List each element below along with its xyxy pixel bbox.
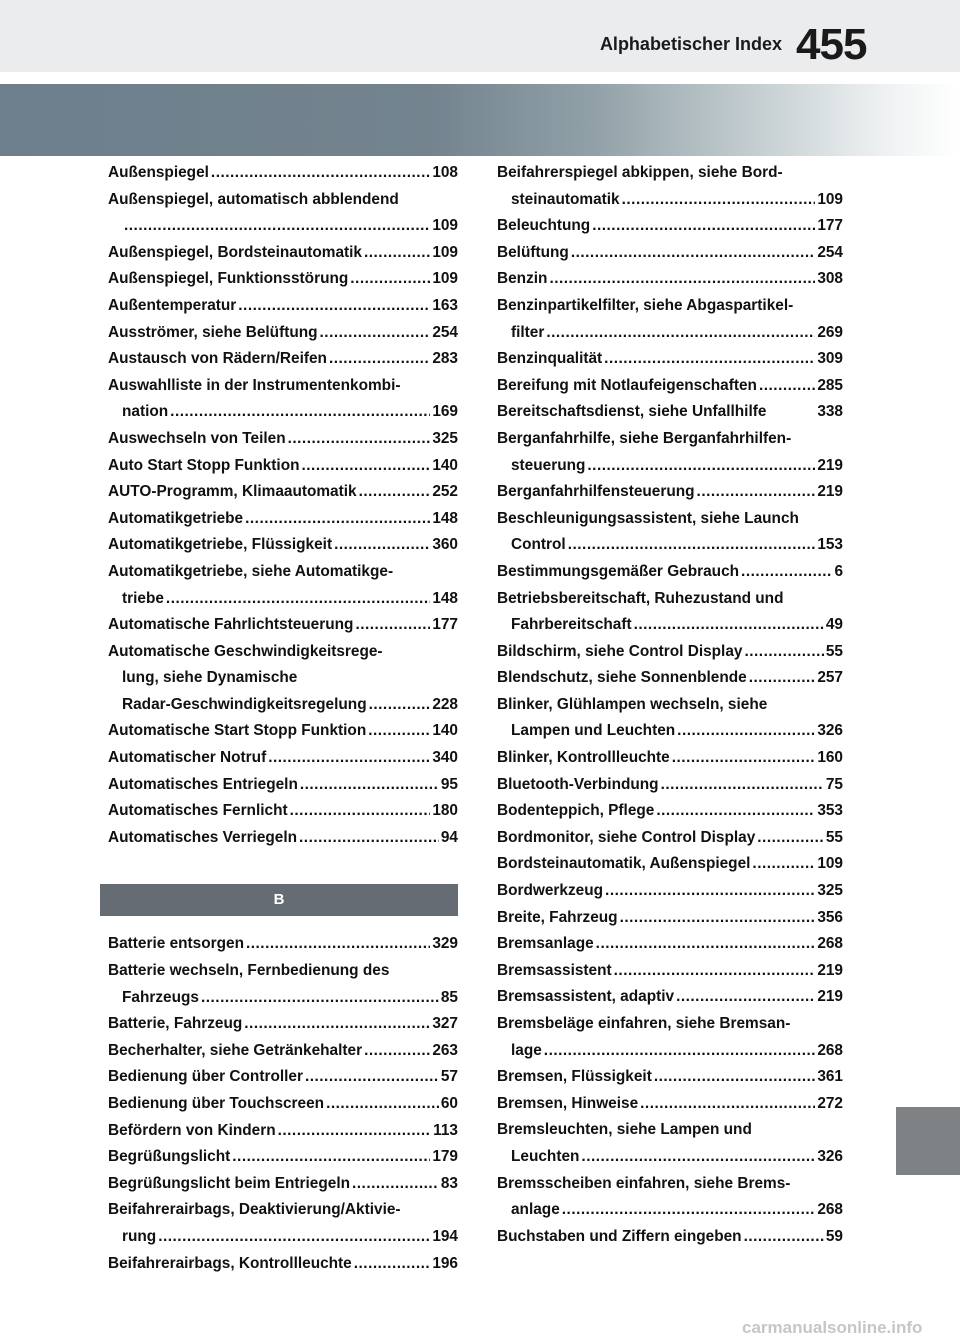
index-entry: [497, 1144, 843, 1171]
index-entry: Beifahrerspiegel abkippen, siehe Bord-: [497, 164, 783, 181]
entry-page-number: 179: [432, 1148, 458, 1166]
entry-term: Bereitschaftsdienst, siehe Unfallhilfe: [497, 403, 767, 421]
index-entry: [108, 506, 458, 533]
entry-term: Batterie, Fahrzeug: [108, 1015, 243, 1033]
index-entry: Automatikgetriebe, siehe Automatikge-: [108, 562, 394, 580]
index-entry: [497, 1091, 843, 1118]
index-entry: [497, 373, 843, 400]
entry-term: Blinker, Kontrollleuchte: [497, 749, 670, 767]
dot-leader: [350, 266, 430, 293]
dot-leader: [697, 479, 816, 506]
entry-term: Bereifung mit Notlaufeigenschaften: [497, 376, 757, 394]
index-entry: Benzinpartikelfilter, siehe Abgaspartikel-: [497, 296, 794, 314]
index-entry: [108, 931, 458, 958]
entry-page-number: 194: [432, 1227, 458, 1245]
entry-page-number: 148: [432, 589, 458, 607]
dot-leader: [238, 293, 430, 320]
index-entry: [497, 559, 843, 586]
entry-term: Außenspiegel, Funktionsstörung: [108, 270, 349, 288]
entry-term: lage: [511, 1041, 542, 1059]
index-entry: [497, 479, 843, 506]
dot-leader: [232, 1144, 430, 1171]
entry-page-number: 109: [432, 217, 458, 235]
entry-page-number: 338: [817, 403, 843, 421]
dot-leader: [562, 1197, 816, 1224]
entry-page-number: 285: [817, 376, 843, 394]
index-entry: [497, 639, 843, 666]
dot-leader: [544, 1038, 816, 1065]
index-entry: [497, 958, 843, 985]
entry-term: rung: [122, 1227, 157, 1245]
index-entry: [108, 1251, 458, 1278]
index-entry: [108, 692, 458, 719]
entry-page-number: 327: [432, 1015, 458, 1033]
entry-term: Blendschutz, siehe Sonnenblende: [497, 669, 747, 687]
index-entry: [497, 984, 843, 1011]
dot-leader: [581, 1144, 815, 1171]
entry-page-number: 228: [432, 695, 458, 713]
dot-leader: [329, 346, 430, 373]
index-entry: Auswahlliste in der Instrumentenkombi-: [108, 376, 401, 394]
dot-leader: [170, 399, 430, 426]
entry-page-number: 219: [817, 988, 843, 1006]
entry-page-number: 219: [817, 961, 843, 979]
index-entry: [497, 213, 843, 240]
entry-term: Belüftung: [497, 243, 569, 261]
index-entry: [108, 745, 458, 772]
entry-term: Benzinqualität: [497, 350, 603, 368]
entry-term: filter: [511, 323, 545, 341]
entry-term: Automatische Start Stopp Funktion: [108, 722, 367, 740]
dot-leader: [744, 639, 823, 666]
index-entry: [108, 985, 458, 1012]
entry-term: Fahrbereitschaft: [511, 616, 632, 634]
index-entry: [108, 399, 458, 426]
dot-leader: [741, 559, 832, 586]
index-entry: [108, 1171, 458, 1198]
entry-term: Control: [511, 536, 566, 554]
page-number: 455: [796, 20, 867, 69]
index-entry: [108, 453, 458, 480]
entry-page-number: 57: [440, 1068, 458, 1086]
entry-page-number: 108: [432, 164, 458, 181]
entry-term: Außentemperatur: [108, 296, 237, 314]
dot-leader: [752, 851, 815, 878]
entry-page-number: 269: [817, 323, 843, 341]
index-entry: [497, 240, 843, 267]
dot-leader: [661, 772, 824, 799]
entry-term: Beleuchtung: [497, 217, 591, 235]
dot-leader: [676, 984, 815, 1011]
entry-page-number: 153: [817, 536, 843, 554]
entry-term: Automatikgetriebe: [108, 509, 244, 527]
entry-page-number: 49: [825, 616, 843, 634]
entry-term: Automatischer Notruf: [108, 749, 267, 767]
dot-leader: [166, 586, 430, 613]
index-list-right: [497, 160, 843, 1250]
watermark: carmanualsonline.info: [742, 1318, 923, 1337]
index-entry: Automatische Geschwindigkeitsrege-: [108, 642, 383, 660]
dot-leader: [620, 905, 816, 932]
entry-page-number: 109: [432, 243, 458, 261]
dot-leader: [604, 346, 815, 373]
entry-term: AUTO-Programm, Klimaautomatik: [108, 483, 357, 501]
dot-leader: [605, 878, 815, 905]
dot-leader: [355, 612, 430, 639]
entry-term: Bremsassistent: [497, 961, 612, 979]
entry-page-number: 109: [817, 855, 843, 873]
entry-term: Auswechseln von Teilen: [108, 429, 286, 447]
entry-page-number: 329: [432, 935, 458, 953]
index-entry: Bremsleuchten, siehe Lampen und: [497, 1121, 752, 1139]
entry-term: Automatisches Fernlicht: [108, 802, 288, 820]
entry-page-number: 160: [817, 749, 843, 767]
entry-page-number: 257: [817, 669, 843, 687]
index-entry: [108, 1224, 458, 1251]
entry-term: Bodenteppich, Pflege: [497, 802, 655, 820]
index-entry: Betriebsbereitschaft, Ruhezustand und: [497, 589, 784, 607]
index-entry: [108, 772, 458, 799]
entry-term: Bordwerkzeug: [497, 882, 604, 900]
entry-term: Bedienung über Touchscreen: [108, 1095, 325, 1112]
index-entry: [108, 1091, 458, 1118]
dot-leader: [654, 1064, 815, 1091]
entry-page-number: 283: [432, 350, 458, 368]
entry-term: Bestimmungsgemäßer Gebrauch: [497, 562, 740, 580]
index-list-a: [108, 160, 458, 851]
dot-leader: [622, 187, 816, 214]
index-entry: [497, 1064, 843, 1091]
letter-divider-b: B: [100, 884, 458, 916]
dot-leader: [211, 160, 430, 187]
dot-leader: [759, 373, 815, 400]
entry-page-number: 113: [433, 1121, 458, 1139]
dot-leader: [290, 798, 431, 825]
dot-leader: [757, 825, 824, 852]
dot-leader: [278, 1118, 432, 1145]
entry-term: Austausch von Rädern/Reifen: [108, 350, 327, 368]
entry-term: Bremsassistent, adaptiv: [497, 988, 675, 1006]
index-entry: Blinker, Glühlampen wechseln, siehe: [497, 695, 768, 713]
dot-leader: [672, 745, 816, 772]
entry-page-number: 360: [432, 536, 458, 554]
dot-leader: [245, 506, 430, 533]
index-entry: [497, 1197, 843, 1224]
dot-leader: [614, 958, 816, 985]
index-entry: [497, 665, 843, 692]
entry-page-number: 109: [817, 190, 843, 208]
entry-page-number: 169: [432, 403, 458, 421]
entry-page-number: 326: [817, 722, 843, 740]
dot-leader: [592, 213, 815, 240]
dot-leader: [364, 240, 430, 267]
entry-page-number: 361: [817, 1068, 843, 1086]
entry-page-number: 59: [825, 1227, 843, 1245]
index-entry: [497, 612, 843, 639]
entry-page-number: 140: [432, 456, 458, 474]
dot-leader: [300, 772, 439, 799]
entry-page-number: 196: [432, 1254, 458, 1272]
index-entry: [497, 320, 843, 347]
index-entry: [108, 346, 458, 373]
entry-page-number: 268: [817, 1041, 843, 1059]
index-entry: [497, 772, 843, 799]
entry-term: Becherhalter, siehe Getränkehalter: [108, 1041, 363, 1059]
entry-page-number: 252: [432, 483, 458, 501]
entry-page-number: 325: [432, 429, 458, 447]
index-entry: lung, siehe Dynamische: [122, 669, 298, 687]
index-entry: [108, 532, 458, 559]
entry-term: Lampen und Leuchten: [511, 722, 676, 740]
entry-page-number: 268: [817, 935, 843, 953]
dot-leader: [268, 745, 430, 772]
index-entry: [497, 187, 843, 214]
index-entry: Batterie wechseln, Fernbedienung des: [108, 962, 390, 980]
entry-page-number: 6: [834, 562, 843, 580]
index-entry: Außenspiegel, automatisch abblendend: [108, 190, 399, 208]
index-entry: [108, 320, 458, 347]
index-entry: [497, 798, 843, 825]
dot-leader: [546, 320, 815, 347]
index-entry: [497, 453, 843, 480]
dot-leader: [744, 1224, 824, 1251]
index-entry: [108, 1144, 458, 1171]
entry-page-number: 254: [817, 243, 843, 261]
entry-page-number: 95: [440, 775, 458, 793]
entry-term: Befördern von Kindern: [108, 1121, 276, 1139]
index-entry: [497, 878, 843, 905]
entry-page-number: 325: [817, 882, 843, 900]
entry-term: Bordsteinautomatik, Außenspiegel: [497, 855, 751, 873]
entry-term: Bedienung über Controller: [108, 1068, 303, 1086]
entry-term: Begrüßungslicht beim Entriegeln: [108, 1174, 350, 1192]
entry-term: nation: [122, 403, 169, 421]
index-entry: [108, 240, 458, 267]
entry-term: Außenspiegel: [108, 164, 209, 181]
index-entry: Beschleunigungsassistent, siehe Launch: [497, 509, 799, 527]
dot-leader: [320, 320, 431, 347]
entry-page-number: 109: [432, 270, 458, 288]
index-entry: Bremsbeläge einfahren, siehe Bremsan-: [497, 1015, 791, 1032]
index-entry: [108, 293, 458, 320]
index-entry: [108, 612, 458, 639]
entry-term: steinautomatik: [511, 190, 620, 208]
index-entry: [497, 851, 843, 878]
dot-leader: [677, 718, 815, 745]
entry-page-number: 326: [817, 1147, 843, 1165]
entry-page-number: 177: [817, 217, 843, 235]
entry-term: Breite, Fahrzeug: [497, 908, 618, 926]
dot-leader: [352, 1171, 439, 1198]
dot-leader: [305, 1064, 439, 1091]
dot-leader: [640, 1091, 815, 1118]
dot-leader: [354, 1251, 431, 1278]
index-entry: Berganfahrhilfe, siehe Berganfahrhilfen-: [497, 429, 792, 447]
entry-term: Berganfahrhilfensteuerung: [497, 483, 695, 501]
dot-leader: [124, 213, 430, 240]
entry-term: steuerung: [511, 456, 586, 474]
index-entry: [108, 798, 458, 825]
index-entry: [108, 1118, 458, 1145]
entry-page-number: 309: [817, 350, 843, 368]
index-entry: Bremsscheiben einfahren, siehe Brems-: [497, 1174, 791, 1192]
entry-term: Bordmonitor, siehe Control Display: [497, 828, 756, 846]
entry-term: triebe: [122, 589, 164, 607]
index-entry: Beifahrerairbags, Deaktivierung/Aktivie-: [108, 1201, 401, 1219]
index-column-right: [497, 160, 843, 1250]
index-entry: [497, 745, 843, 772]
entry-term: Radar-Geschwindigkeitsregelung: [122, 695, 367, 713]
entry-page-number: 219: [817, 456, 843, 474]
dot-leader: [359, 479, 431, 506]
dot-leader: [326, 1091, 439, 1118]
entry-page-number: 163: [432, 296, 458, 314]
dot-leader: [634, 612, 824, 639]
index-entry: [497, 266, 843, 293]
entry-page-number: 272: [817, 1094, 843, 1112]
dot-leader: [368, 718, 430, 745]
index-entry: [108, 1038, 458, 1065]
entry-page-number: 268: [817, 1201, 843, 1219]
entry-page-number: 308: [817, 270, 843, 288]
dot-leader: [568, 532, 816, 559]
entry-page-number: 180: [432, 802, 458, 820]
entry-term: Leuchten: [511, 1147, 580, 1165]
index-entry: [497, 346, 843, 373]
entry-page-number: 75: [825, 775, 843, 793]
entry-term: Automatisches Entriegeln: [108, 775, 298, 793]
entry-page-number: 85: [440, 988, 458, 1006]
index-entry: [108, 1064, 458, 1091]
dot-leader: [334, 532, 430, 559]
index-entry: [497, 399, 843, 426]
entry-term: Ausströmer, siehe Belüftung: [108, 323, 318, 341]
section-title: Alphabetischer Index: [599, 34, 782, 54]
dot-leader: [596, 931, 816, 958]
chapter-tab: [896, 1107, 960, 1175]
dot-leader: [656, 798, 815, 825]
entry-page-number: 219: [817, 483, 843, 501]
dot-leader: [571, 240, 816, 267]
dot-leader: [246, 931, 430, 958]
entry-page-number: 254: [432, 323, 458, 341]
entry-page-number: 340: [432, 749, 458, 767]
dot-leader: [244, 1011, 430, 1038]
dot-leader: [364, 1038, 430, 1065]
entry-term: Begrüßungslicht: [108, 1148, 231, 1166]
entry-page-number: 353: [817, 802, 843, 820]
index-entry: [497, 1224, 843, 1251]
entry-term: Bremsanlage: [497, 935, 594, 953]
index-entry: [108, 825, 458, 852]
entry-page-number: 94: [440, 828, 458, 846]
entry-page-number: 356: [817, 908, 843, 926]
entry-page-number: 55: [825, 828, 843, 846]
entry-page-number: 263: [432, 1041, 458, 1059]
index-entry: [497, 931, 843, 958]
dot-leader: [587, 453, 815, 480]
entry-term: Benzin: [497, 270, 548, 288]
entry-term: Automatisches Verriegeln: [108, 828, 298, 846]
entry-term: Beifahrerairbags, Kontrollleuchte: [108, 1254, 352, 1272]
entry-page-number: 55: [825, 642, 843, 660]
entry-term: anlage: [511, 1201, 560, 1219]
index-entry: [108, 213, 458, 240]
dot-leader: [158, 1224, 430, 1251]
entry-page-number: 177: [432, 616, 458, 634]
entry-page-number: 140: [432, 722, 458, 740]
entry-term: Automatische Fahrlichtsteuerung: [108, 616, 354, 634]
index-entry: [108, 718, 458, 745]
dot-leader: [369, 692, 431, 719]
index-entry: [497, 825, 843, 852]
entry-term: Bildschirm, siehe Control Display: [497, 642, 743, 660]
entry-term: Auto Start Stopp Funktion: [108, 456, 300, 474]
index-entry: [497, 1038, 843, 1065]
index-entry: [497, 905, 843, 932]
dot-leader: [201, 985, 439, 1012]
entry-page-number: 60: [440, 1095, 458, 1112]
entry-term: Fahrzeugs: [122, 988, 199, 1006]
index-entry: [108, 586, 458, 613]
entry-term: Bluetooth-Verbindung: [497, 775, 659, 793]
index-entry: [108, 266, 458, 293]
entry-page-number: 83: [440, 1174, 458, 1192]
dot-leader: [749, 665, 816, 692]
index-entry: [108, 160, 458, 187]
entry-term: Bremsen, Hinweise: [497, 1094, 639, 1112]
entry-page-number: 148: [432, 509, 458, 527]
dot-leader: [302, 453, 431, 480]
index-list-b: [108, 931, 458, 1277]
entry-term: Buchstaben und Ziffern eingeben: [497, 1227, 742, 1245]
dot-leader: [299, 825, 439, 852]
entry-term: Außenspiegel, Bordsteinautomatik: [108, 243, 362, 261]
entry-term: Batterie entsorgen: [108, 935, 244, 953]
index-entry: [497, 532, 843, 559]
index-column-left: [108, 160, 458, 1277]
entry-term: Bremsen, Flüssigkeit: [497, 1068, 652, 1086]
index-entry: [108, 426, 458, 453]
entry-term: Automatikgetriebe, Flüssigkeit: [108, 536, 333, 554]
dot-leader: [288, 426, 431, 453]
header-banner: [0, 84, 960, 156]
index-entry: [497, 718, 843, 745]
index-entry: [108, 479, 458, 506]
dot-leader: [549, 266, 815, 293]
index-entry: [108, 1011, 458, 1038]
